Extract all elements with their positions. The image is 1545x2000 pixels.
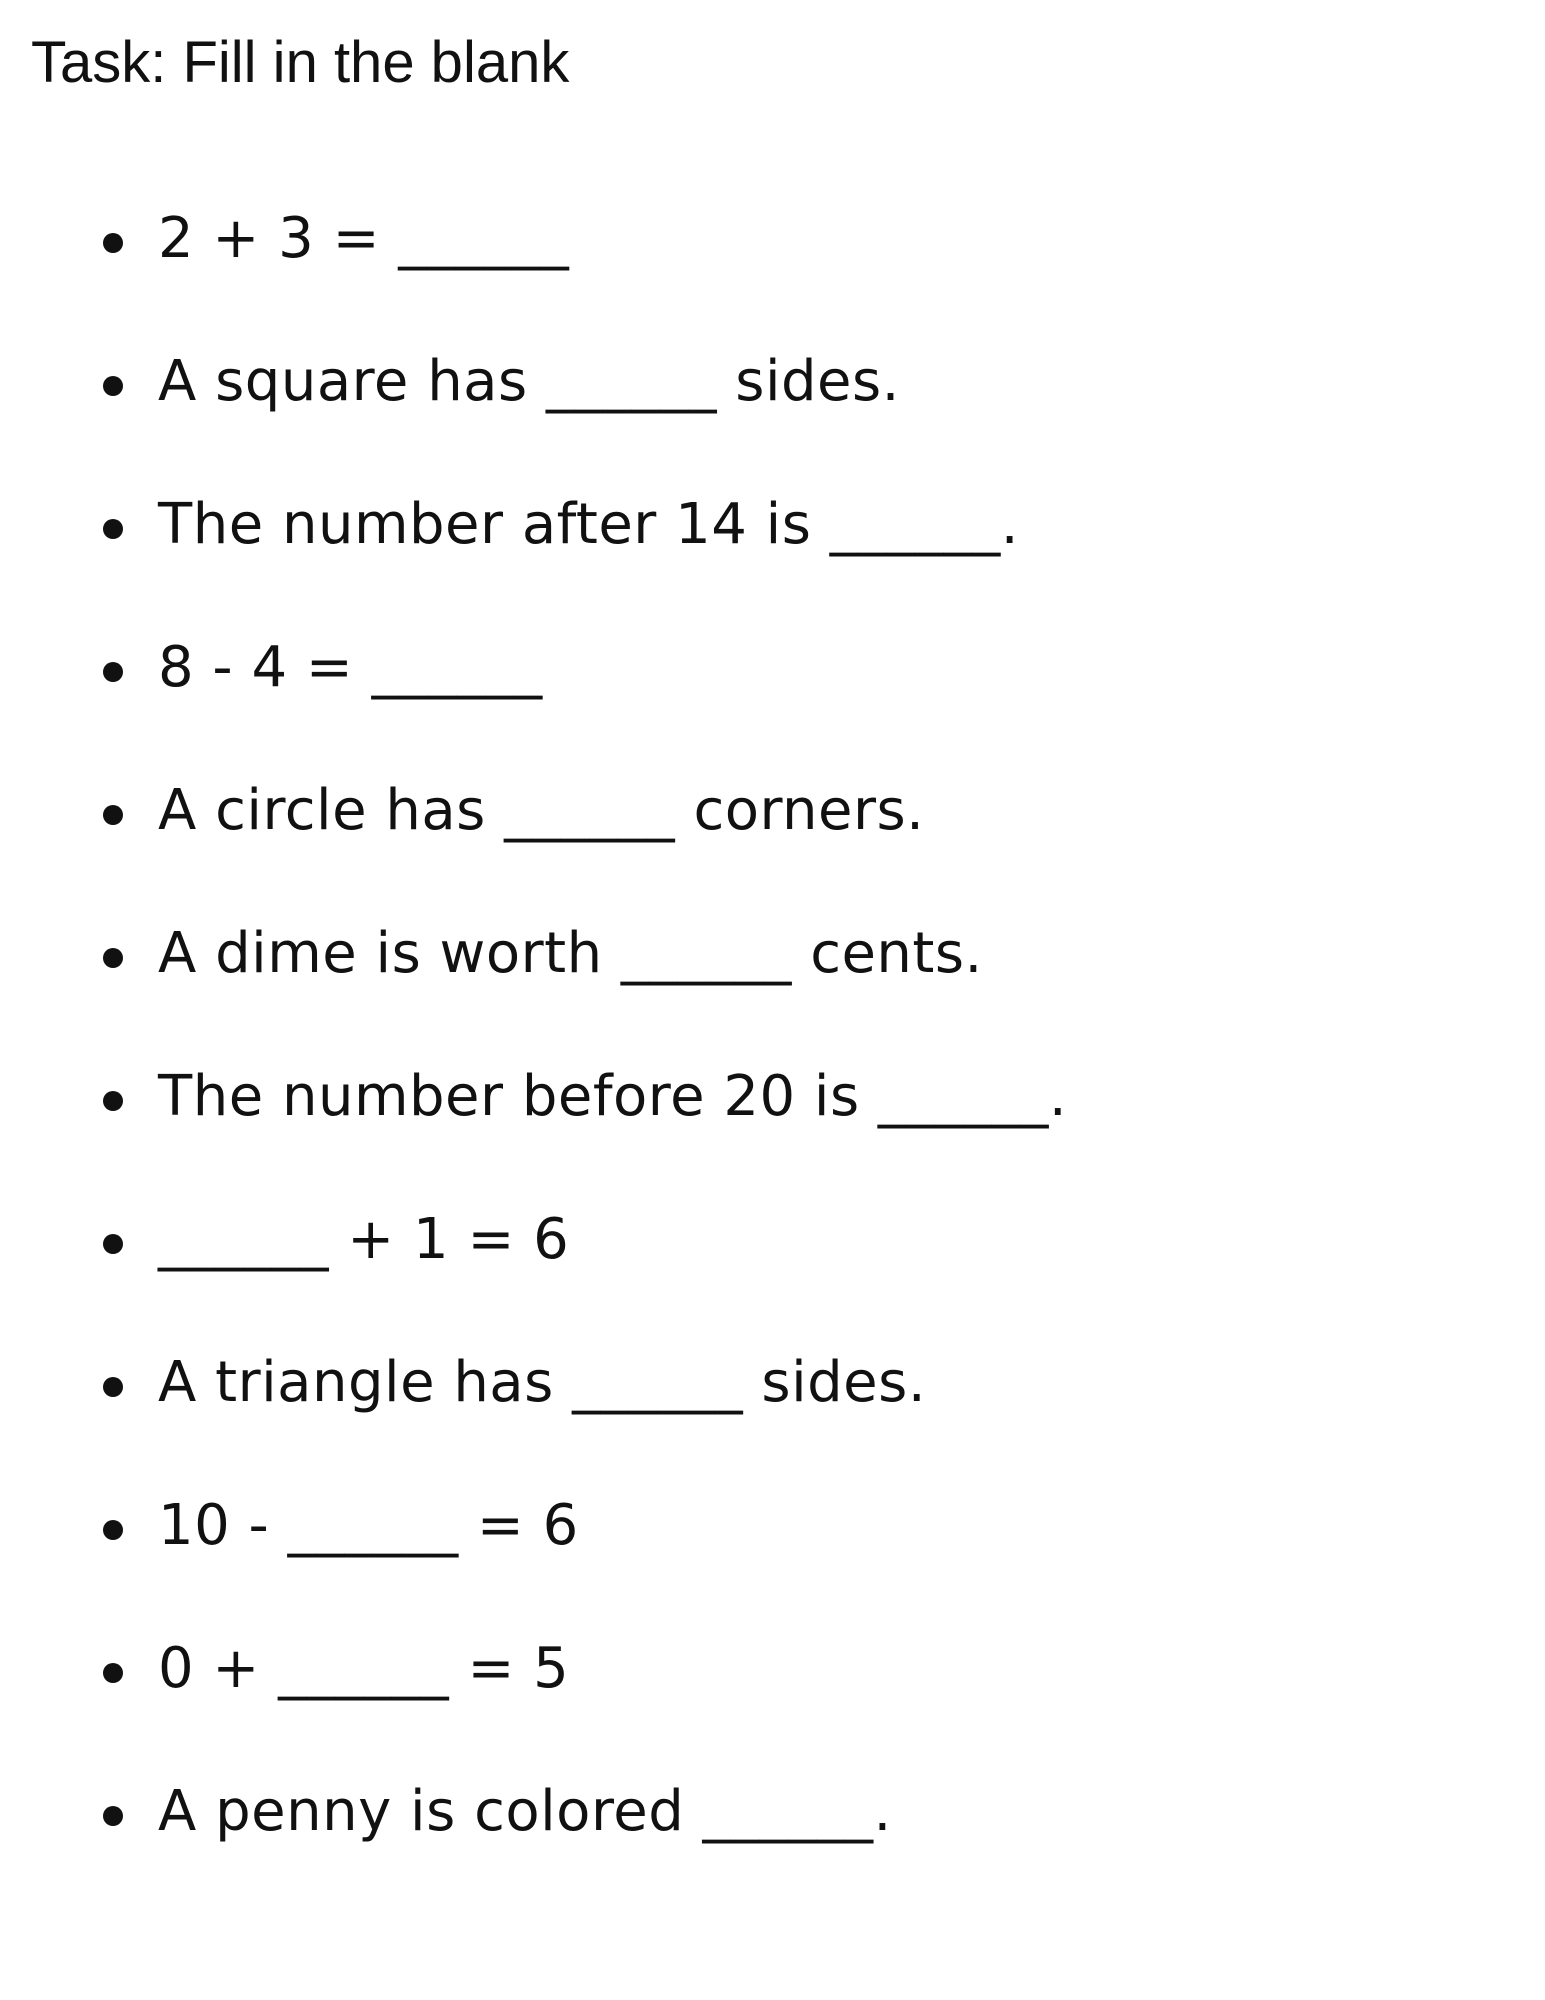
bullet-icon: [103, 662, 123, 682]
question-text: A circle has ______ corners.: [158, 778, 925, 843]
question-item: [0, 771, 1500, 851]
bullet-icon: [103, 1520, 123, 1540]
question-text: The number before 20 is ______.: [158, 1064, 1068, 1129]
question-text: A penny is colored ______.: [158, 1779, 892, 1844]
question-text: 0 + ______ = 5: [158, 1636, 570, 1701]
bullet-icon: [103, 805, 123, 825]
question-item: [0, 1057, 1500, 1137]
question-item: [0, 1486, 1500, 1566]
question-item: [0, 628, 1500, 708]
bullet-icon: [103, 1663, 123, 1683]
bullet-icon: [103, 1377, 123, 1397]
question-item: [0, 485, 1500, 565]
bullet-icon: [103, 948, 123, 968]
question-text: A square has ______ sides.: [158, 349, 900, 414]
bullet-icon: [103, 1806, 123, 1826]
question-text: The number after 14 is ______.: [158, 492, 1019, 557]
question-item: [0, 1772, 1500, 1852]
bullet-icon: [103, 519, 123, 539]
bullet-icon: [103, 1234, 123, 1254]
question-item: [0, 1200, 1500, 1280]
bullet-icon: [103, 233, 123, 253]
bullet-icon: [103, 376, 123, 396]
question-text: 8 - 4 = ______: [158, 635, 543, 700]
question-text: A dime is worth ______ cents.: [158, 921, 983, 986]
question-item: [0, 342, 1500, 422]
question-text: ______ + 1 = 6: [158, 1207, 570, 1272]
question-item: [0, 1343, 1500, 1423]
question-text: 2 + 3 = ______: [158, 206, 570, 271]
question-item: [0, 199, 1500, 279]
task-title: Task: Fill in the blank: [31, 30, 570, 95]
question-text: A triangle has ______ sides.: [158, 1350, 927, 1415]
question-item: [0, 1629, 1500, 1709]
question-item: [0, 914, 1500, 994]
question-text: 10 - ______ = 6: [158, 1493, 579, 1558]
bullet-icon: [103, 1091, 123, 1111]
